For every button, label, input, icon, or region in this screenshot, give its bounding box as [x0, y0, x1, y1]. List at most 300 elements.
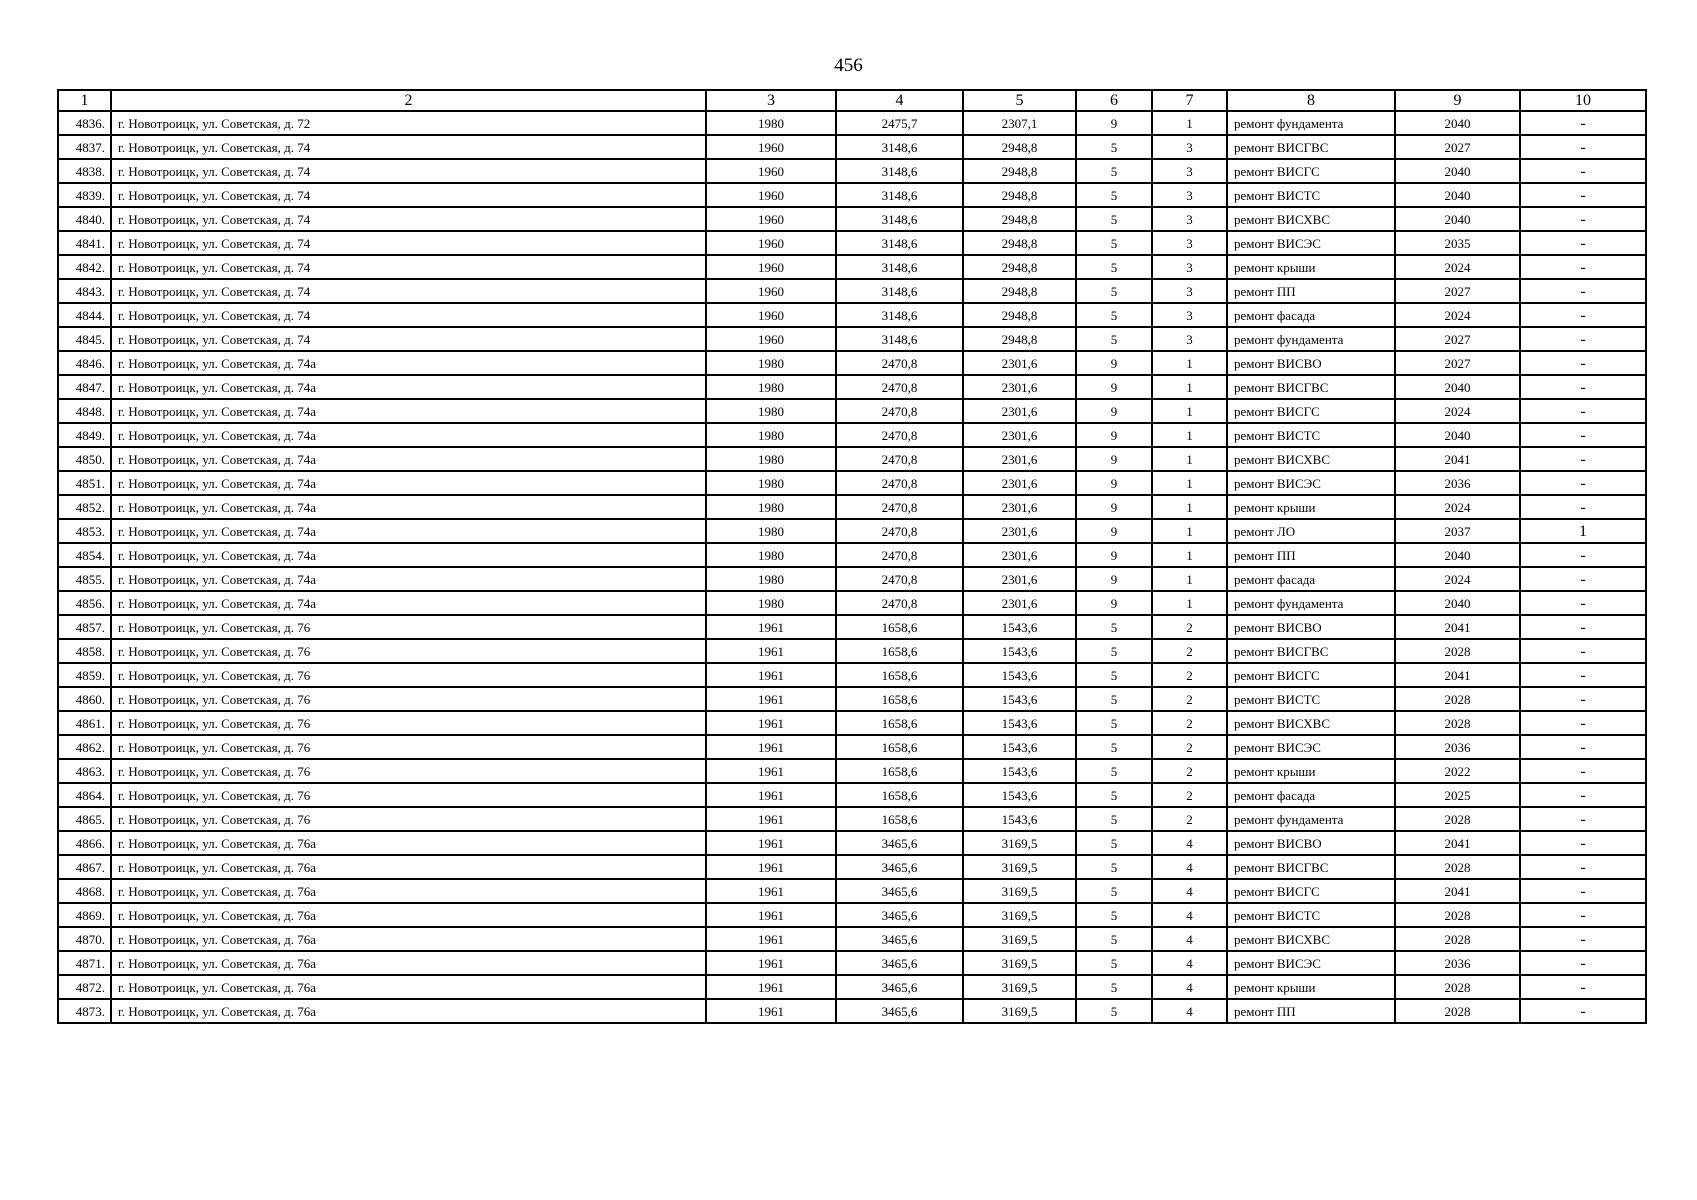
- entrances-cell: 1: [1152, 399, 1227, 423]
- row-number-cell: 4847.: [58, 375, 111, 399]
- row-number-cell: 4857.: [58, 615, 111, 639]
- planned-year-cell: 2040: [1395, 111, 1520, 135]
- row-number-cell: 4862.: [58, 735, 111, 759]
- work-type-cell: ремонт крыши: [1227, 975, 1395, 999]
- work-type-cell: ремонт ВИСГВС: [1227, 135, 1395, 159]
- entrances-cell: 1: [1152, 375, 1227, 399]
- row-number-cell: 4853.: [58, 519, 111, 543]
- year-cell: 1961: [706, 639, 836, 663]
- work-type-cell: ремонт ВИСГС: [1227, 159, 1395, 183]
- col10-cell: -: [1520, 135, 1646, 159]
- row-number-cell: 4871.: [58, 951, 111, 975]
- total-area-cell: 3148,6: [836, 327, 963, 351]
- table-row: [58, 831, 1646, 855]
- table-row: [58, 807, 1646, 831]
- row-number-cell: 4869.: [58, 903, 111, 927]
- row-number-cell: 4838.: [58, 159, 111, 183]
- floors-cell: 5: [1076, 951, 1152, 975]
- floors-cell: 5: [1076, 303, 1152, 327]
- total-area-cell: 1658,6: [836, 759, 963, 783]
- total-area-cell: 3465,6: [836, 975, 963, 999]
- total-area-cell: 2470,8: [836, 591, 963, 615]
- floors-cell: 5: [1076, 903, 1152, 927]
- living-area-cell: 2301,6: [963, 399, 1076, 423]
- planned-year-cell: 2041: [1395, 831, 1520, 855]
- floors-cell: 5: [1076, 759, 1152, 783]
- floors-cell: 9: [1076, 471, 1152, 495]
- table-row: [58, 111, 1646, 135]
- planned-year-cell: 2035: [1395, 231, 1520, 255]
- address-cell: г. Новотроицк, ул. Советская, д. 76а: [111, 879, 706, 903]
- floors-cell: 9: [1076, 447, 1152, 471]
- work-type-cell: ремонт ЛО: [1227, 519, 1395, 543]
- living-area-cell: 2301,6: [963, 543, 1076, 567]
- living-area-cell: 2948,8: [963, 303, 1076, 327]
- planned-year-cell: 2024: [1395, 255, 1520, 279]
- living-area-cell: 3169,5: [963, 951, 1076, 975]
- living-area-cell: 2301,6: [963, 423, 1076, 447]
- row-number-cell: 4860.: [58, 687, 111, 711]
- row-number-cell: 4836.: [58, 111, 111, 135]
- column-header: 5: [963, 90, 1076, 111]
- address-cell: г. Новотроицк, ул. Советская, д. 74а: [111, 519, 706, 543]
- entrances-cell: 3: [1152, 303, 1227, 327]
- year-cell: 1960: [706, 207, 836, 231]
- work-type-cell: ремонт ВИСТС: [1227, 423, 1395, 447]
- row-number-cell: 4864.: [58, 783, 111, 807]
- entrances-cell: 1: [1152, 111, 1227, 135]
- address-cell: г. Новотроицк, ул. Советская, д. 74: [111, 279, 706, 303]
- floors-cell: 5: [1076, 927, 1152, 951]
- year-cell: 1980: [706, 111, 836, 135]
- address-cell: г. Новотроицк, ул. Советская, д. 74а: [111, 543, 706, 567]
- work-type-cell: ремонт фасада: [1227, 567, 1395, 591]
- col10-cell: -: [1520, 807, 1646, 831]
- living-area-cell: 3169,5: [963, 999, 1076, 1023]
- work-type-cell: ремонт ПП: [1227, 279, 1395, 303]
- table-row: [58, 711, 1646, 735]
- planned-year-cell: 2028: [1395, 711, 1520, 735]
- entrances-cell: 1: [1152, 351, 1227, 375]
- row-number-cell: 4839.: [58, 183, 111, 207]
- living-area-cell: 2301,6: [963, 447, 1076, 471]
- work-type-cell: ремонт крыши: [1227, 255, 1395, 279]
- table-row: [58, 375, 1646, 399]
- address-cell: г. Новотроицк, ул. Советская, д. 76а: [111, 903, 706, 927]
- col10-cell: -: [1520, 543, 1646, 567]
- living-area-cell: 2301,6: [963, 567, 1076, 591]
- living-area-cell: 1543,6: [963, 783, 1076, 807]
- address-cell: г. Новотроицк, ул. Советская, д. 76: [111, 735, 706, 759]
- floors-cell: 5: [1076, 639, 1152, 663]
- entrances-cell: 2: [1152, 663, 1227, 687]
- year-cell: 1980: [706, 447, 836, 471]
- planned-year-cell: 2040: [1395, 423, 1520, 447]
- col10-cell: -: [1520, 831, 1646, 855]
- row-number-cell: 4854.: [58, 543, 111, 567]
- floors-cell: 5: [1076, 135, 1152, 159]
- page-number: 456: [834, 55, 863, 76]
- planned-year-cell: 2036: [1395, 471, 1520, 495]
- total-area-cell: 2475,7: [836, 111, 963, 135]
- entrances-cell: 1: [1152, 591, 1227, 615]
- living-area-cell: 1543,6: [963, 711, 1076, 735]
- living-area-cell: 1543,6: [963, 735, 1076, 759]
- col10-cell: -: [1520, 375, 1646, 399]
- column-header: 4: [836, 90, 963, 111]
- work-type-cell: ремонт ВИСГВС: [1227, 855, 1395, 879]
- planned-year-cell: 2041: [1395, 663, 1520, 687]
- floors-cell: 5: [1076, 807, 1152, 831]
- col10-cell: -: [1520, 855, 1646, 879]
- register-table: [57, 89, 1647, 1024]
- total-area-cell: 1658,6: [836, 663, 963, 687]
- row-number-cell: 4850.: [58, 447, 111, 471]
- living-area-cell: 2307,1: [963, 111, 1076, 135]
- col10-cell: -: [1520, 951, 1646, 975]
- column-header: 2: [111, 90, 706, 111]
- living-area-cell: 2948,8: [963, 159, 1076, 183]
- living-area-cell: 1543,6: [963, 807, 1076, 831]
- planned-year-cell: 2028: [1395, 903, 1520, 927]
- planned-year-cell: 2040: [1395, 375, 1520, 399]
- floors-cell: 5: [1076, 207, 1152, 231]
- col10-cell: -: [1520, 423, 1646, 447]
- living-area-cell: 1543,6: [963, 615, 1076, 639]
- table-row: [58, 471, 1646, 495]
- table-row: [58, 735, 1646, 759]
- floors-cell: 5: [1076, 879, 1152, 903]
- address-cell: г. Новотроицк, ул. Советская, д. 74а: [111, 423, 706, 447]
- entrances-cell: 4: [1152, 879, 1227, 903]
- year-cell: 1960: [706, 255, 836, 279]
- row-number-cell: 4870.: [58, 927, 111, 951]
- work-type-cell: ремонт ВИСГВС: [1227, 375, 1395, 399]
- total-area-cell: 2470,8: [836, 543, 963, 567]
- planned-year-cell: 2024: [1395, 399, 1520, 423]
- entrances-cell: 2: [1152, 783, 1227, 807]
- table-row: [58, 303, 1646, 327]
- floors-cell: 5: [1076, 855, 1152, 879]
- year-cell: 1980: [706, 519, 836, 543]
- planned-year-cell: 2028: [1395, 855, 1520, 879]
- col10-cell: -: [1520, 687, 1646, 711]
- floors-cell: 9: [1076, 351, 1152, 375]
- row-number-cell: 4846.: [58, 351, 111, 375]
- table-row: [58, 783, 1646, 807]
- planned-year-cell: 2028: [1395, 639, 1520, 663]
- table-row: [58, 975, 1646, 999]
- total-area-cell: 2470,8: [836, 447, 963, 471]
- total-area-cell: 1658,6: [836, 639, 963, 663]
- total-area-cell: 3148,6: [836, 303, 963, 327]
- living-area-cell: 2301,6: [963, 591, 1076, 615]
- col10-cell: -: [1520, 447, 1646, 471]
- year-cell: 1980: [706, 591, 836, 615]
- total-area-cell: 1658,6: [836, 615, 963, 639]
- floors-cell: 9: [1076, 495, 1152, 519]
- entrances-cell: 2: [1152, 687, 1227, 711]
- living-area-cell: 2301,6: [963, 519, 1076, 543]
- table-row: [58, 183, 1646, 207]
- address-cell: г. Новотроицк, ул. Советская, д. 74а: [111, 375, 706, 399]
- total-area-cell: 3465,6: [836, 927, 963, 951]
- column-header: 6: [1076, 90, 1152, 111]
- total-area-cell: 1658,6: [836, 807, 963, 831]
- table-row: [58, 519, 1646, 543]
- table-body: [58, 111, 1646, 1023]
- planned-year-cell: 2028: [1395, 927, 1520, 951]
- row-number-cell: 4843.: [58, 279, 111, 303]
- planned-year-cell: 2028: [1395, 687, 1520, 711]
- floors-cell: 5: [1076, 735, 1152, 759]
- entrances-cell: 4: [1152, 999, 1227, 1023]
- total-area-cell: 3465,6: [836, 999, 963, 1023]
- table-row: [58, 231, 1646, 255]
- col10-cell: -: [1520, 183, 1646, 207]
- table-row: [58, 159, 1646, 183]
- col10-cell: -: [1520, 927, 1646, 951]
- total-area-cell: 3465,6: [836, 855, 963, 879]
- address-cell: г. Новотроицк, ул. Советская, д. 74: [111, 159, 706, 183]
- planned-year-cell: 2028: [1395, 975, 1520, 999]
- year-cell: 1961: [706, 807, 836, 831]
- row-number-cell: 4866.: [58, 831, 111, 855]
- col10-cell: -: [1520, 879, 1646, 903]
- planned-year-cell: 2041: [1395, 447, 1520, 471]
- total-area-cell: 3465,6: [836, 951, 963, 975]
- living-area-cell: 2948,8: [963, 255, 1076, 279]
- floors-cell: 9: [1076, 375, 1152, 399]
- table-row: [58, 759, 1646, 783]
- planned-year-cell: 2036: [1395, 951, 1520, 975]
- floors-cell: 5: [1076, 255, 1152, 279]
- living-area-cell: 2301,6: [963, 471, 1076, 495]
- address-cell: г. Новотроицк, ул. Советская, д. 76а: [111, 999, 706, 1023]
- floors-cell: 5: [1076, 999, 1152, 1023]
- address-cell: г. Новотроицк, ул. Советская, д. 74а: [111, 447, 706, 471]
- planned-year-cell: 2024: [1395, 495, 1520, 519]
- year-cell: 1961: [706, 687, 836, 711]
- col10-cell: -: [1520, 327, 1646, 351]
- col10-cell: -: [1520, 471, 1646, 495]
- table-row: [58, 615, 1646, 639]
- col10-cell: -: [1520, 207, 1646, 231]
- col10-cell: -: [1520, 663, 1646, 687]
- year-cell: 1960: [706, 183, 836, 207]
- col10-cell: -: [1520, 111, 1646, 135]
- floors-cell: 5: [1076, 783, 1152, 807]
- work-type-cell: ремонт ВИСГВС: [1227, 639, 1395, 663]
- column-header: 7: [1152, 90, 1227, 111]
- address-cell: г. Новотроицк, ул. Советская, д. 76а: [111, 927, 706, 951]
- total-area-cell: 1658,6: [836, 687, 963, 711]
- work-type-cell: ремонт ПП: [1227, 543, 1395, 567]
- year-cell: 1980: [706, 495, 836, 519]
- column-header: 9: [1395, 90, 1520, 111]
- row-number-cell: 4855.: [58, 567, 111, 591]
- address-cell: г. Новотроицк, ул. Советская, д. 74: [111, 183, 706, 207]
- entrances-cell: 1: [1152, 447, 1227, 471]
- planned-year-cell: 2037: [1395, 519, 1520, 543]
- table-row: [58, 639, 1646, 663]
- row-number-cell: 4858.: [58, 639, 111, 663]
- living-area-cell: 3169,5: [963, 927, 1076, 951]
- row-number-cell: 4837.: [58, 135, 111, 159]
- year-cell: 1980: [706, 399, 836, 423]
- year-cell: 1960: [706, 303, 836, 327]
- planned-year-cell: 2040: [1395, 543, 1520, 567]
- address-cell: г. Новотроицк, ул. Советская, д. 72: [111, 111, 706, 135]
- work-type-cell: ремонт ВИСВО: [1227, 831, 1395, 855]
- address-cell: г. Новотроицк, ул. Советская, д. 74: [111, 303, 706, 327]
- work-type-cell: ремонт ПП: [1227, 999, 1395, 1023]
- total-area-cell: 3465,6: [836, 879, 963, 903]
- row-number-cell: 4859.: [58, 663, 111, 687]
- living-area-cell: 3169,5: [963, 855, 1076, 879]
- floors-cell: 9: [1076, 519, 1152, 543]
- work-type-cell: ремонт ВИСВО: [1227, 351, 1395, 375]
- year-cell: 1961: [706, 975, 836, 999]
- row-number-cell: 4842.: [58, 255, 111, 279]
- total-area-cell: 2470,8: [836, 375, 963, 399]
- work-type-cell: ремонт ВИСХВС: [1227, 207, 1395, 231]
- entrances-cell: 3: [1152, 279, 1227, 303]
- year-cell: 1980: [706, 543, 836, 567]
- work-type-cell: ремонт фундамента: [1227, 807, 1395, 831]
- col10-cell: -: [1520, 399, 1646, 423]
- entrances-cell: 1: [1152, 423, 1227, 447]
- address-cell: г. Новотроицк, ул. Советская, д. 74а: [111, 495, 706, 519]
- planned-year-cell: 2027: [1395, 279, 1520, 303]
- col10-cell: -: [1520, 303, 1646, 327]
- living-area-cell: 2948,8: [963, 231, 1076, 255]
- table-row: [58, 903, 1646, 927]
- work-type-cell: ремонт ВИСХВС: [1227, 447, 1395, 471]
- entrances-cell: 1: [1152, 543, 1227, 567]
- col10-cell: -: [1520, 255, 1646, 279]
- planned-year-cell: 2028: [1395, 999, 1520, 1023]
- entrances-cell: 3: [1152, 231, 1227, 255]
- entrances-cell: 1: [1152, 471, 1227, 495]
- planned-year-cell: 2027: [1395, 327, 1520, 351]
- work-type-cell: ремонт ВИСХВС: [1227, 711, 1395, 735]
- total-area-cell: 2470,8: [836, 423, 963, 447]
- living-area-cell: 3169,5: [963, 879, 1076, 903]
- row-number-cell: 4863.: [58, 759, 111, 783]
- living-area-cell: 3169,5: [963, 903, 1076, 927]
- col10-cell: -: [1520, 759, 1646, 783]
- address-cell: г. Новотроицк, ул. Советская, д. 74а: [111, 591, 706, 615]
- address-cell: г. Новотроицк, ул. Советская, д. 76а: [111, 855, 706, 879]
- total-area-cell: 3148,6: [836, 159, 963, 183]
- entrances-cell: 2: [1152, 807, 1227, 831]
- floors-cell: 5: [1076, 831, 1152, 855]
- row-number-cell: 4848.: [58, 399, 111, 423]
- work-type-cell: ремонт ВИСХВС: [1227, 927, 1395, 951]
- year-cell: 1961: [706, 711, 836, 735]
- year-cell: 1980: [706, 351, 836, 375]
- entrances-cell: 4: [1152, 855, 1227, 879]
- address-cell: г. Новотроицк, ул. Советская, д. 76: [111, 759, 706, 783]
- entrances-cell: 4: [1152, 975, 1227, 999]
- year-cell: 1980: [706, 375, 836, 399]
- living-area-cell: 3169,5: [963, 831, 1076, 855]
- col10-cell: -: [1520, 999, 1646, 1023]
- year-cell: 1961: [706, 735, 836, 759]
- col10-cell: -: [1520, 975, 1646, 999]
- col10-cell: -: [1520, 735, 1646, 759]
- address-cell: г. Новотроицк, ул. Советская, д. 76: [111, 711, 706, 735]
- entrances-cell: 3: [1152, 207, 1227, 231]
- year-cell: 1960: [706, 231, 836, 255]
- row-number-cell: 4873.: [58, 999, 111, 1023]
- entrances-cell: 3: [1152, 327, 1227, 351]
- table-row: [58, 879, 1646, 903]
- address-cell: г. Новотроицк, ул. Советская, д. 74: [111, 255, 706, 279]
- year-cell: 1961: [706, 831, 836, 855]
- entrances-cell: 3: [1152, 183, 1227, 207]
- total-area-cell: 1658,6: [836, 711, 963, 735]
- row-number-cell: 4849.: [58, 423, 111, 447]
- row-number-cell: 4840.: [58, 207, 111, 231]
- planned-year-cell: 2022: [1395, 759, 1520, 783]
- year-cell: 1960: [706, 327, 836, 351]
- col10-cell: -: [1520, 783, 1646, 807]
- total-area-cell: 3465,6: [836, 831, 963, 855]
- total-area-cell: 1658,6: [836, 735, 963, 759]
- col10-cell: -: [1520, 711, 1646, 735]
- row-number-cell: 4868.: [58, 879, 111, 903]
- address-cell: г. Новотроицк, ул. Советская, д. 74а: [111, 567, 706, 591]
- address-cell: г. Новотроицк, ул. Советская, д. 76а: [111, 975, 706, 999]
- column-header: 10: [1520, 90, 1646, 111]
- year-cell: 1961: [706, 783, 836, 807]
- total-area-cell: 2470,8: [836, 567, 963, 591]
- table-row: [58, 543, 1646, 567]
- col10-cell: -: [1520, 615, 1646, 639]
- floors-cell: 5: [1076, 663, 1152, 687]
- total-area-cell: 2470,8: [836, 471, 963, 495]
- year-cell: 1961: [706, 855, 836, 879]
- address-cell: г. Новотроицк, ул. Советская, д. 76а: [111, 831, 706, 855]
- entrances-cell: 4: [1152, 831, 1227, 855]
- year-cell: 1961: [706, 663, 836, 687]
- total-area-cell: 3465,6: [836, 903, 963, 927]
- table-header-row: [58, 90, 1646, 111]
- table-row: [58, 951, 1646, 975]
- entrances-cell: 2: [1152, 759, 1227, 783]
- floors-cell: 5: [1076, 159, 1152, 183]
- work-type-cell: ремонт ВИСТС: [1227, 903, 1395, 927]
- entrances-cell: 1: [1152, 519, 1227, 543]
- row-number-cell: 4851.: [58, 471, 111, 495]
- col10-cell: -: [1520, 351, 1646, 375]
- year-cell: 1960: [706, 279, 836, 303]
- work-type-cell: ремонт ВИСТС: [1227, 183, 1395, 207]
- entrances-cell: 3: [1152, 255, 1227, 279]
- total-area-cell: 3148,6: [836, 135, 963, 159]
- table-row: [58, 255, 1646, 279]
- total-area-cell: 2470,8: [836, 351, 963, 375]
- address-cell: г. Новотроицк, ул. Советская, д. 74а: [111, 351, 706, 375]
- address-cell: г. Новотроицк, ул. Советская, д. 76: [111, 639, 706, 663]
- row-number-cell: 4852.: [58, 495, 111, 519]
- table-row: [58, 999, 1646, 1023]
- planned-year-cell: 2024: [1395, 303, 1520, 327]
- table-row: [58, 855, 1646, 879]
- year-cell: 1960: [706, 159, 836, 183]
